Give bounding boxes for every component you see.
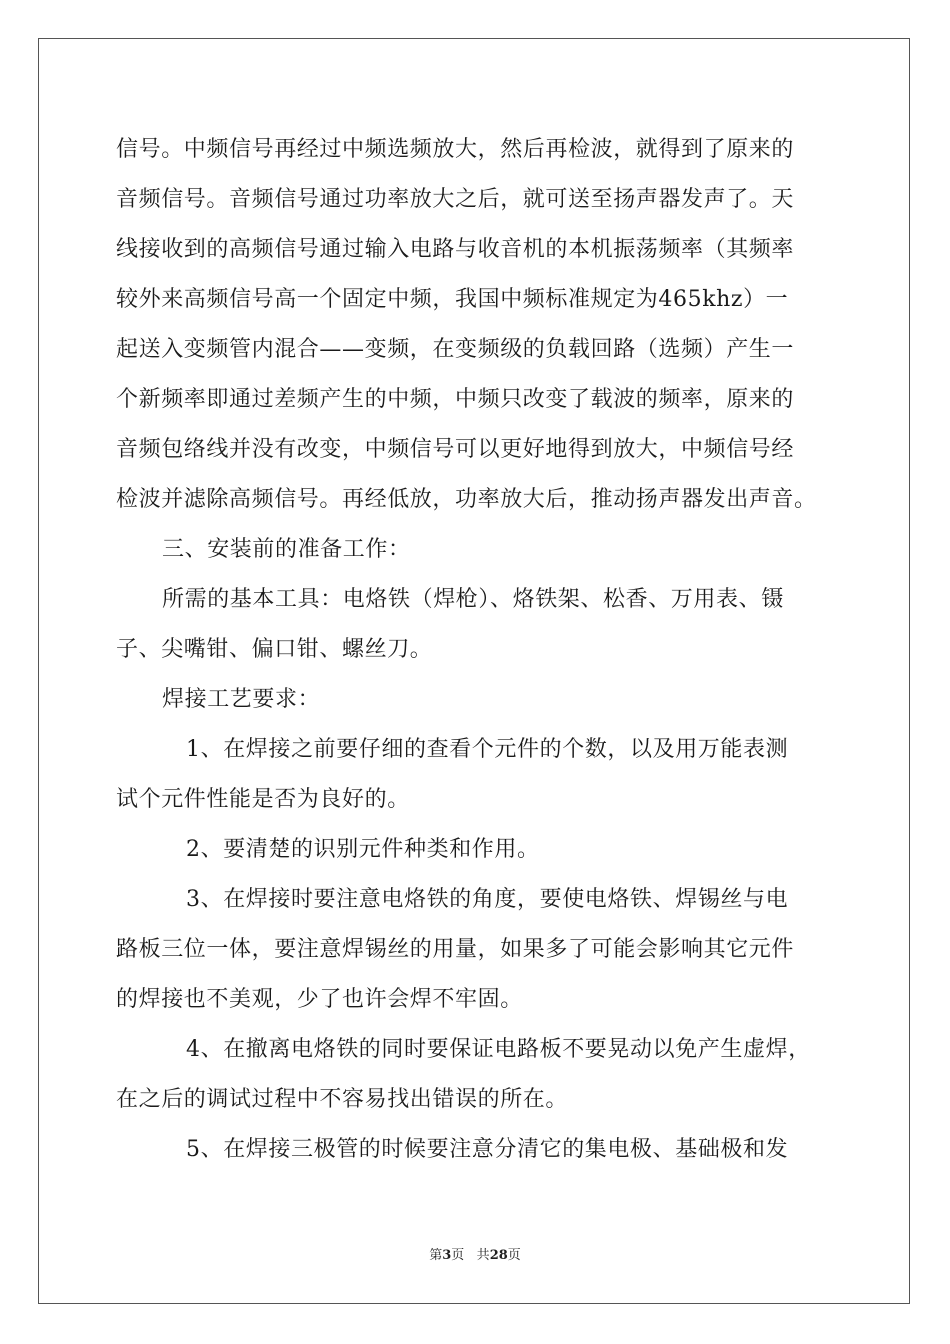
text-line: 音频信号。音频信号通过功率放大之后，就可送至扬声器发声了。天 bbox=[116, 187, 795, 212]
text-line: 的焊接也不美观，少了也许会焊不牢固。 bbox=[116, 987, 523, 1012]
list-item: 5、在焊接三极管的时候要注意分清它的集电极、基础极和发 bbox=[186, 1137, 789, 1162]
total-pages: 28 bbox=[489, 1248, 508, 1263]
footer-total-prefix: 共 bbox=[476, 1248, 490, 1263]
list-item: 4、在撤离电烙铁的同时要保证电路板不要晃动以免产生虚焊， bbox=[186, 1037, 811, 1062]
text-line: 起送入变频管内混合——变频，在变频级的负载回路（选频）产生一 bbox=[116, 337, 795, 362]
footer-page-unit: 页 bbox=[451, 1248, 465, 1263]
text-line: 试个元件性能是否为良好的。 bbox=[116, 787, 410, 812]
text-line: 较外来高频信号高一个固定中频，我国中频标准规定为465khz）一 bbox=[116, 287, 789, 312]
subheading: 焊接工艺要求： bbox=[162, 687, 321, 712]
list-item: 1、在焊接之前要仔细的查看个元件的个数，以及用万能表测 bbox=[186, 737, 789, 762]
list-item: 2、要清楚的识别元件种类和作用。 bbox=[186, 837, 540, 862]
footer-total-unit: 页 bbox=[507, 1248, 521, 1263]
text-line: 信号。中频信号再经过中频选频放大，然后再检波，就得到了原来的 bbox=[116, 137, 795, 162]
text-line: 个新频率即通过差频产生的中频，中频只改变了载波的频率，原来的 bbox=[116, 387, 795, 412]
text-line: 所需的基本工具：电烙铁（焊枪）、烙铁架、松香、万用表、镊 bbox=[162, 587, 784, 612]
list-item: 3、在焊接时要注意电烙铁的角度，要使电烙铁、焊锡丝与电 bbox=[186, 887, 789, 912]
text-line: 路板三位一体，要注意焊锡丝的用量，如果多了可能会影响其它元件 bbox=[116, 937, 795, 962]
footer-prefix: 第 bbox=[429, 1248, 443, 1263]
text-line: 检波并滤除高频信号。再经低放，功率放大后，推动扬声器发出声音。 bbox=[116, 487, 817, 512]
text-line: 音频包络线并没有改变，中频信号可以更好地得到放大，中频信号经 bbox=[116, 437, 795, 462]
text-line: 在之后的调试过程中不容易找出错误的所在。 bbox=[116, 1087, 569, 1112]
text-line: 线接收到的高频信号通过输入电路与收音机的本机振荡频率（其频率 bbox=[116, 237, 795, 262]
section-heading: 三、安装前的准备工作： bbox=[162, 537, 411, 562]
page-footer bbox=[0, 1244, 950, 1263]
text-line: 子、尖嘴钳、偏口钳、螺丝刀。 bbox=[116, 637, 433, 662]
page-number: 3 bbox=[442, 1248, 452, 1263]
